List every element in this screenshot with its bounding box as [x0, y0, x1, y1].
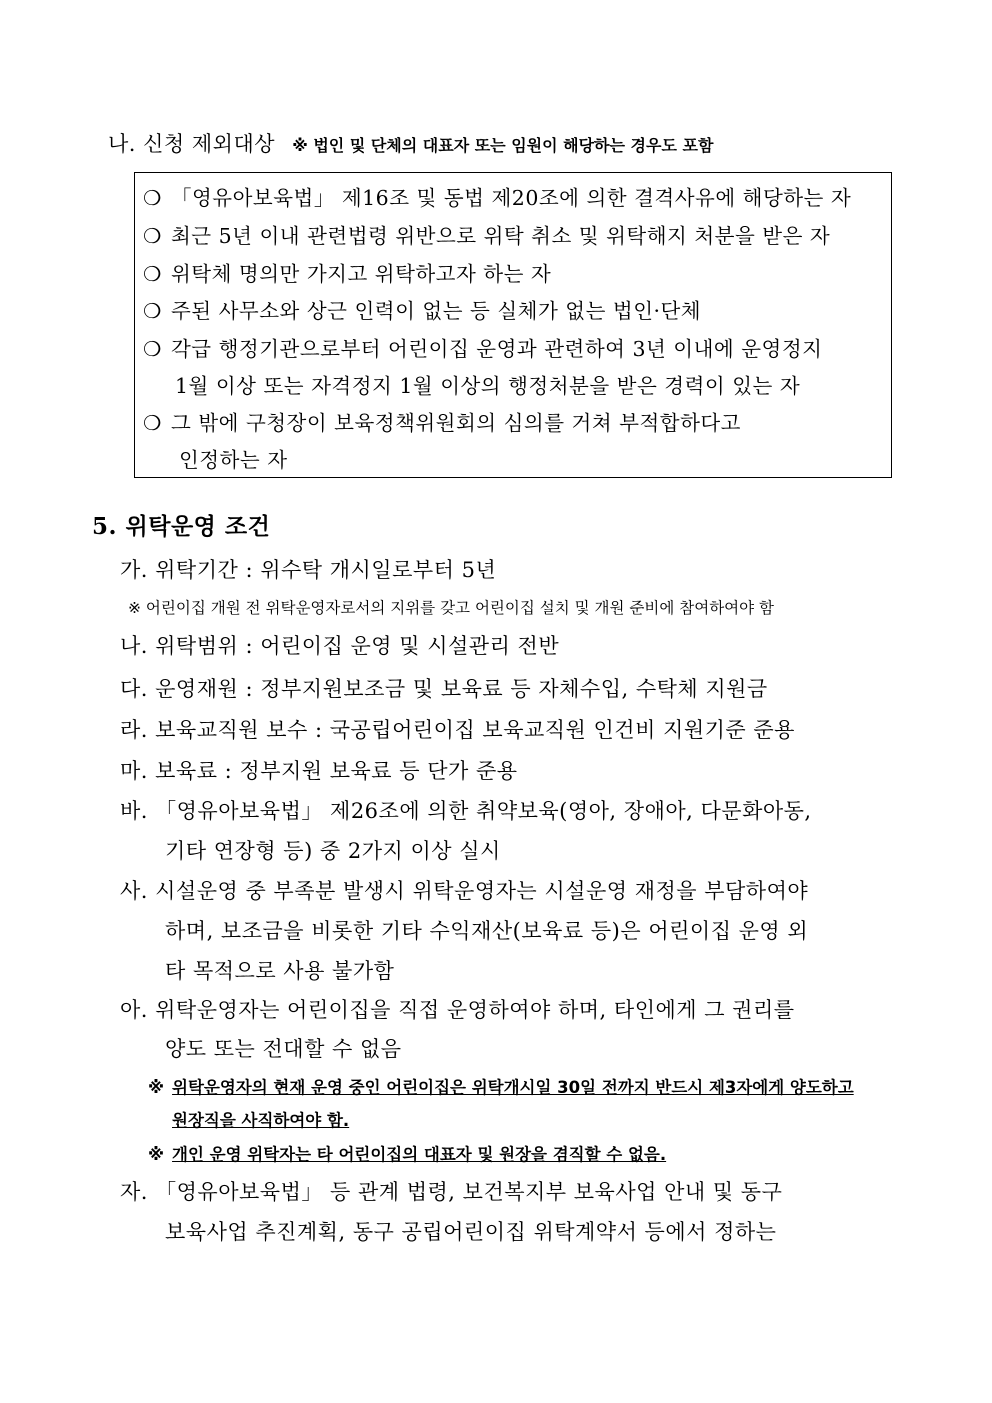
exclusion-box [134, 172, 892, 478]
condition-item-continuation: 타 목적으로 사용 불가함 [165, 959, 395, 983]
exclusion-item: ❍ 그 밖에 구청장이 보육정책위원회의 심의를 거쳐 부적합하다고 [143, 411, 741, 435]
condition-item: 다. 운영재원 : 정부지원보조금 및 보육료 등 자체수입, 수탁체 지원금 [120, 677, 768, 701]
exclusion-item: ❍ 각급 행정기관으로부터 어린이집 운영과 관련하여 3년 이내에 운영정지 [143, 337, 823, 361]
condition-item-continuation: 보육사업 추진계획, 동구 공립어린이집 위탁계약서 등에서 정하는 [165, 1220, 777, 1244]
condition-item-continuation: 양도 또는 전대할 수 없음 [165, 1037, 402, 1061]
condition-item: 자. 「영유아보육법」 등 관계 법령, 보건복지부 보육사업 안내 및 동구 [120, 1180, 783, 1204]
condition-item: 라. 보육교직원 보수 : 국공립어린이집 보육교직원 인건비 지원기준 준용 [120, 718, 795, 742]
reference-mark-icon: ※ [148, 1145, 165, 1164]
exclusion-item-continuation: 1월 이상 또는 자격정지 1월 이상의 행정처분을 받은 경력이 있는 자 [175, 374, 801, 398]
exclusion-item: ❍ 최근 5년 이내 관련법령 위반으로 위탁 취소 및 위탁해지 처분을 받은 자 [143, 224, 831, 248]
condition-item: 바. 「영유아보육법」 제26조에 의한 취약보육(영아, 장애아, 다문화아동, [120, 799, 812, 823]
condition-item: 나. 위탁범위 : 어린이집 운영 및 시설관리 전반 [120, 634, 560, 658]
warning-note: ※ 개인 운영 위탁자는 타 어린이집의 대표자 및 원장을 겸직할 수 없음. [148, 1145, 667, 1164]
exclusion-item: ❍ 위탁체 명의만 가지고 위탁하고자 하는 자 [143, 262, 552, 286]
condition-item: 사. 시설운영 중 부족분 발생시 위탁운영자는 시설운영 재정을 부담하여야 [120, 879, 809, 903]
exclusion-item: ❍ 「영유아보육법」 제16조 및 동법 제20조에 의한 결격사유에 해당하는 자 [143, 186, 852, 210]
reference-mark-icon: ※ [148, 1078, 165, 1097]
exclusion-title: 나. 신청 제외대상 [108, 132, 276, 156]
circle-bullet-icon: ❍ [143, 224, 162, 248]
warning-note: ※ 위탁운영자의 현재 운영 중인 어린이집은 위탁개시일 30일 전까지 반드시 제3자에게 양도하고 [148, 1078, 854, 1097]
condition-note: ※ 어린이집 개원 전 위탁운영자로서의 지위를 갖고 어린이집 설치 및 개원 준비에 참여하여야 함 [128, 599, 775, 617]
exclusion-note: ※ 법인 및 단체의 대표자 또는 임원이 해당하는 경우도 포함 [292, 136, 714, 155]
warning-note-continuation: 원장직을 사직하여야 함. [172, 1111, 350, 1130]
circle-bullet-icon: ❍ [143, 186, 162, 210]
circle-bullet-icon: ❍ [143, 262, 162, 286]
exclusion-item: ❍ 주된 사무소와 상근 인력이 없는 등 실체가 없는 법인·단체 [143, 299, 702, 323]
condition-item: 마. 보육료 : 정부지원 보육료 등 단가 준용 [120, 759, 518, 783]
section-title: 5. 위탁운영 조건 [92, 513, 271, 540]
condition-item: 아. 위탁운영자는 어린이집을 직접 운영하여야 하며, 타인에게 그 권리를 [120, 998, 795, 1022]
circle-bullet-icon: ❍ [143, 337, 162, 361]
circle-bullet-icon: ❍ [143, 411, 162, 435]
condition-item: 가. 위탁기간 : 위수탁 개시일로부터 5년 [120, 558, 497, 582]
condition-item-continuation: 기타 연장형 등) 중 2가지 이상 실시 [165, 839, 501, 863]
exclusion-item-continuation: 인정하는 자 [179, 448, 288, 472]
exclusion-heading [108, 128, 713, 158]
circle-bullet-icon: ❍ [143, 299, 162, 323]
condition-item-continuation: 하며, 보조금을 비롯한 기타 수익재산(보육료 등)은 어린이집 운영 외 [165, 919, 809, 943]
